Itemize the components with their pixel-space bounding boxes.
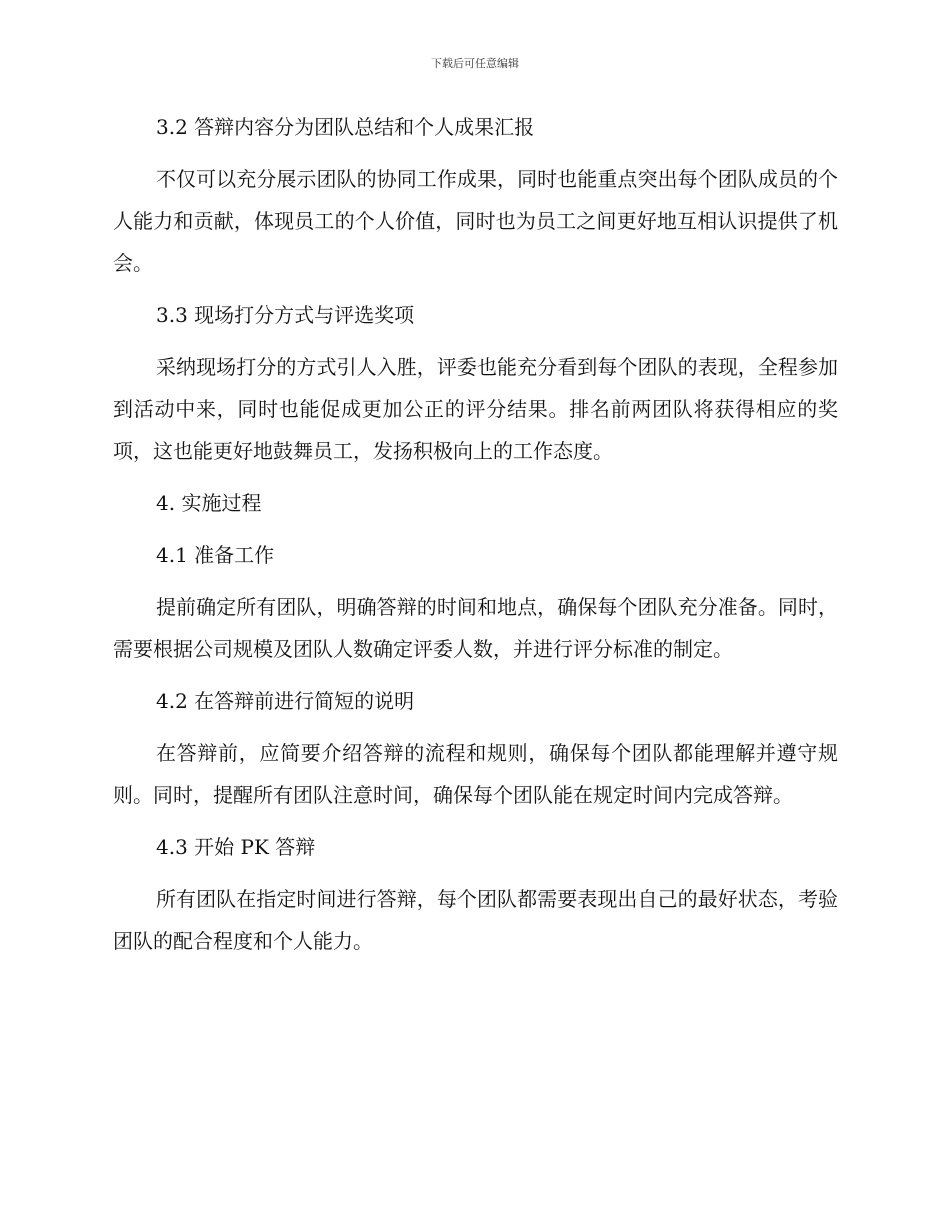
document-body xyxy=(113,106,838,972)
paragraph-4-1: 提前确定所有团队，明确答辩的时间和地点，确保每个团队充分准备。同时，需要根据公司规模及团队人数确定评委人数，并进行评分标准的制定。 xyxy=(113,595,838,661)
section-heading-4: 4. 实施过程 xyxy=(156,491,262,515)
section-heading-4-1: 4.1 准备工作 xyxy=(156,543,275,567)
paragraph-4-3: 所有团队在指定时间进行答辩，每个团队都需要表现出自己的最好状态，考验团队的配合程度和个人能力。 xyxy=(113,887,838,953)
section-heading-3-2: 3.2 答辩内容分为团队总结和个人成果汇报 xyxy=(156,115,535,139)
section-heading-4-2: 4.2 在答辩前进行简短的说明 xyxy=(156,689,415,713)
paragraph-4-2: 在答辩前，应简要介绍答辩的流程和规则，确保每个团队都能理解并遵守规则。同时，提醒所有团队注意时间，确保每个团队能在规定时间内完成答辩。 xyxy=(113,741,838,807)
section-heading-3-3: 3.3 现场打分方式与评选奖项 xyxy=(156,303,415,327)
paragraph-3-2: 不仅可以充分展示团队的协同工作成果，同时也能重点突出每个团队成员的个人能力和贡献，体现员工的个人价值，同时也为员工之间更好地互相认识提供了机会。 xyxy=(113,167,838,275)
section-heading-4-3: 4.3 开始 PK 答辩 xyxy=(156,835,316,859)
paragraph-3-3: 采纳现场打分的方式引人入胜，评委也能充分看到每个团队的表现，全程参加到活动中来，同时也能促成更加公正的评分结果。排名前两团队将获得相应的奖项，这也能更好地鼓舞员工，发扬积极向上的工作态度。 xyxy=(113,355,838,463)
header-note: 下载后可任意编辑 xyxy=(431,57,519,70)
